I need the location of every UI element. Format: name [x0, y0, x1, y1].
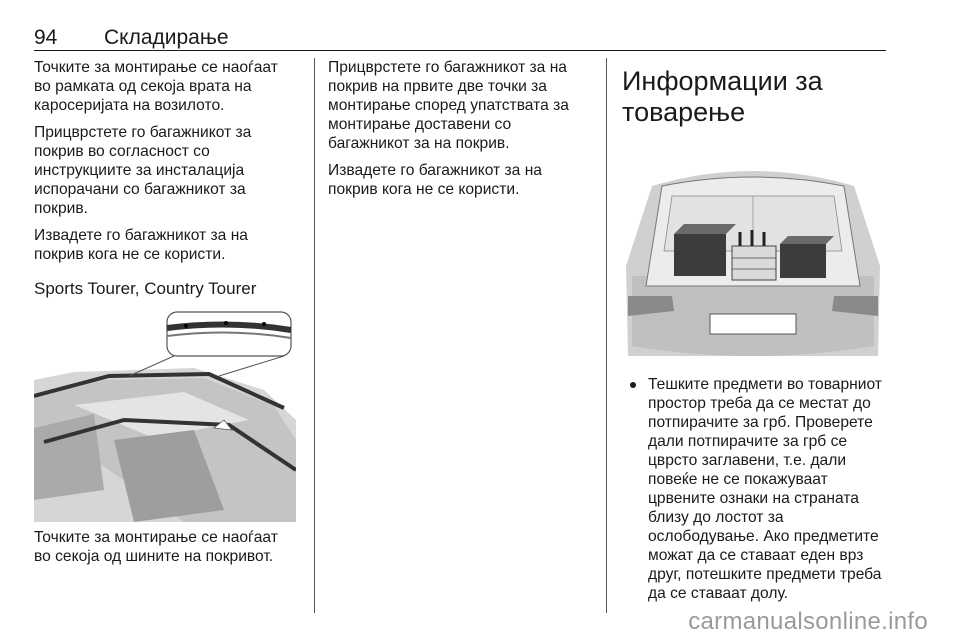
bullet-item — [622, 375, 888, 603]
column-divider — [606, 58, 607, 613]
column-left — [34, 58, 296, 574]
paragraph: Извадете го багажникот за на покрив кога не се користи. — [328, 162, 542, 198]
cargo-area-illustration — [622, 146, 888, 361]
bullet-text: Тешките предмети во товарниот простор треба да се местат до потпирачите за грб. Проверете дали потпирачите за грб се цврсто заглавени, т.е. дали повеќе не се покажуваат црвените ознаки на страната близу до лостот за ослободување. Ако предметите можат да се ставаат еден врз друг, потешките предмети треба да се ставаат долу. — [648, 376, 882, 602]
column-divider — [314, 58, 315, 613]
paragraph: Точките за монтирање се наоѓаат во секоја од шините на покривот. — [34, 529, 278, 565]
page-header — [34, 26, 886, 52]
bullet-icon — [630, 382, 636, 388]
subheading: Sports Tourer, Country Tourer — [34, 279, 257, 298]
roof-rail-illustration — [34, 310, 296, 522]
column-middle — [328, 58, 593, 207]
header-rule — [34, 50, 886, 51]
paragraph: Точките за монтирање се наоѓаат во рамката од секоја врата на каросеријата на возилото. — [34, 59, 278, 114]
running-title: Складирање — [104, 26, 229, 49]
page-number: 94 — [34, 26, 58, 49]
paragraph: Прицврстете го багажникот за на покрив на првите две точки за монтирање според упатствата за монтирање доставени со багажникот за на покрив. — [328, 59, 569, 152]
paragraph: Извадете го багажникот за на покрив кога не се користи. — [34, 227, 248, 263]
watermark: carmanualsonline.info — [688, 608, 928, 635]
column-right — [622, 58, 888, 603]
section-heading: Информации за товарење — [622, 66, 823, 127]
paragraph: Прицврстете го багажникот за покрив во согласност со инструкциите за инсталација испорачани со багажникот за покрив. — [34, 124, 252, 217]
